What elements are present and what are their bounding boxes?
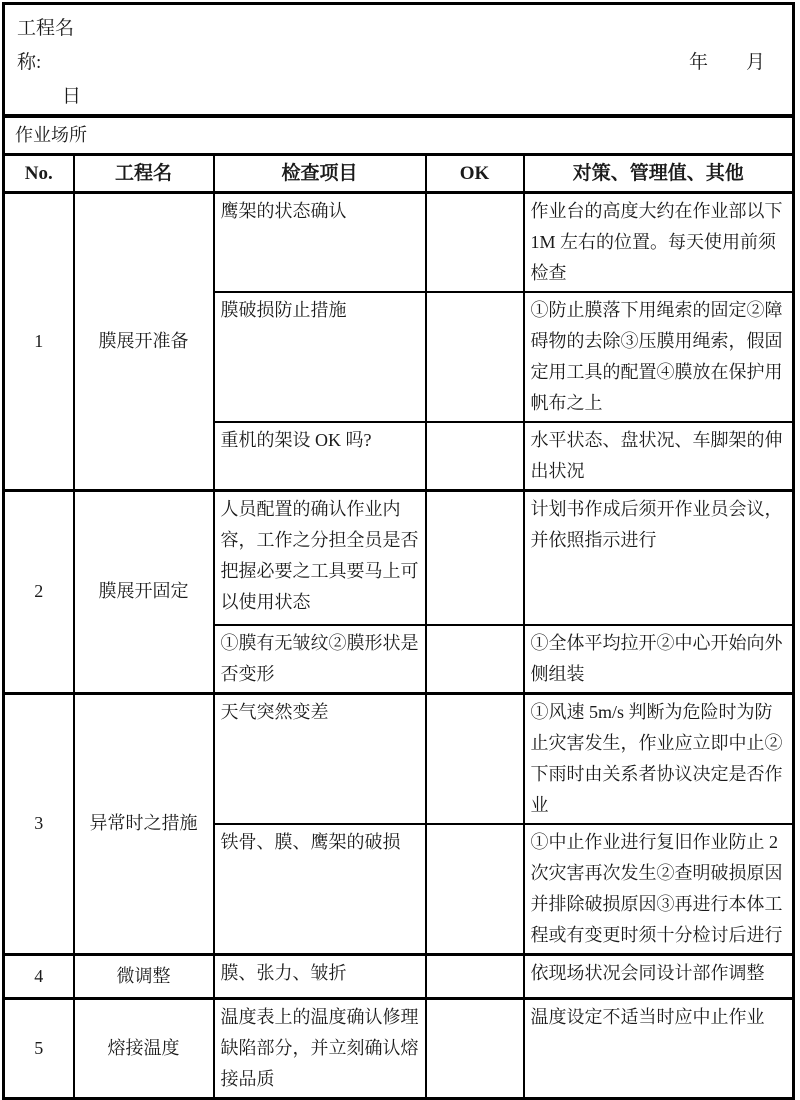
day-label: 日 [62, 86, 82, 107]
inspection-item-cell: 温度表上的温度确认修理缺陷部分，并立刻确认熔接品质 [214, 998, 426, 1098]
table-row [4, 193, 794, 293]
inspection-item-cell: 人员配置的确认作业内容，工作之分担全员是否把握必要之工具要马上可以使用状态 [214, 491, 426, 625]
measures-cell: ①风速 5m/s 判断为危险时为防止灾害发生，作业应立即中止②下雨时由关系者协议决定是否作业 [524, 693, 794, 824]
project-cell: 微调整 [74, 954, 214, 998]
header-project: 工程名 [74, 155, 214, 193]
inspection-item-cell: ①膜有无皱纹②膜形状是否变形 [214, 625, 426, 694]
measures-cell: 依现场状况会同设计部作调整 [524, 954, 794, 998]
inspection-item-cell: 天气突然变差 [214, 693, 426, 824]
ok-cell [426, 292, 524, 422]
project-name-label-line1: 工程名 [17, 18, 75, 39]
measures-cell: 水平状态、盘状况、车脚架的伸出状况 [524, 422, 794, 491]
table-row [4, 954, 794, 998]
measures-cell: 温度设定不适当时应中止作业 [524, 998, 794, 1098]
ok-cell [426, 824, 524, 955]
worksite-label: 作业场所 [4, 116, 794, 155]
measures-cell: ①防止膜落下用绳索的固定②障碍物的去除③压膜用绳索，假固定用工具的配置④膜放在保护用帆布之上 [524, 292, 794, 422]
project-name-label-line2: 称: [17, 52, 42, 73]
header-ok: OK [426, 155, 524, 193]
checklist-table [2, 2, 795, 1100]
table-row [4, 491, 794, 625]
table-row [4, 693, 794, 824]
measures-cell: ①中止作业进行复旧作业防止 2 次灾害再次发生②查明破损原因并排除破损原因③再进行本体工程或有变更时须十分检讨后进行 [524, 824, 794, 955]
worksite-row [4, 116, 794, 155]
inspection-item-cell: 铁骨、膜、鹰架的破损 [214, 824, 426, 955]
title-block [5, 5, 792, 114]
project-cell: 熔接温度 [74, 998, 214, 1098]
inspection-item-cell: 膜、张力、皱折 [214, 954, 426, 998]
month-label: 月 [746, 52, 766, 73]
ok-cell [426, 491, 524, 625]
ok-cell [426, 193, 524, 293]
ok-cell [426, 693, 524, 824]
measures-cell: 计划书作成后须开作业员会议，并依照指示进行 [524, 491, 794, 625]
no-cell: 1 [4, 193, 74, 491]
year-label: 年 [689, 52, 709, 73]
title-block-row [4, 4, 794, 117]
ok-cell [426, 954, 524, 998]
table-row [4, 998, 794, 1098]
no-cell: 5 [4, 998, 74, 1098]
ok-cell [426, 998, 524, 1098]
header-no: No. [4, 155, 74, 193]
project-cell: 膜展开准备 [74, 193, 214, 491]
table-header-row [4, 155, 794, 193]
inspection-item-cell: 膜破损防止措施 [214, 292, 426, 422]
ok-cell [426, 625, 524, 694]
no-cell: 3 [4, 693, 74, 954]
header-item: 检查项目 [214, 155, 426, 193]
header-measures: 对策、管理值、其他 [524, 155, 794, 193]
ok-cell [426, 422, 524, 491]
inspection-item-cell: 鹰架的状态确认 [214, 193, 426, 293]
project-cell: 异常时之措施 [74, 693, 214, 954]
measures-cell: ①全体平均拉开②中心开始向外侧组装 [524, 625, 794, 694]
no-cell: 2 [4, 491, 74, 694]
no-cell: 4 [4, 954, 74, 998]
inspection-item-cell: 重机的架设 OK 吗? [214, 422, 426, 491]
measures-cell: 作业台的高度大约在作业部以下 1M 左右的位置。每天使用前须检查 [524, 193, 794, 293]
project-cell: 膜展开固定 [74, 491, 214, 694]
